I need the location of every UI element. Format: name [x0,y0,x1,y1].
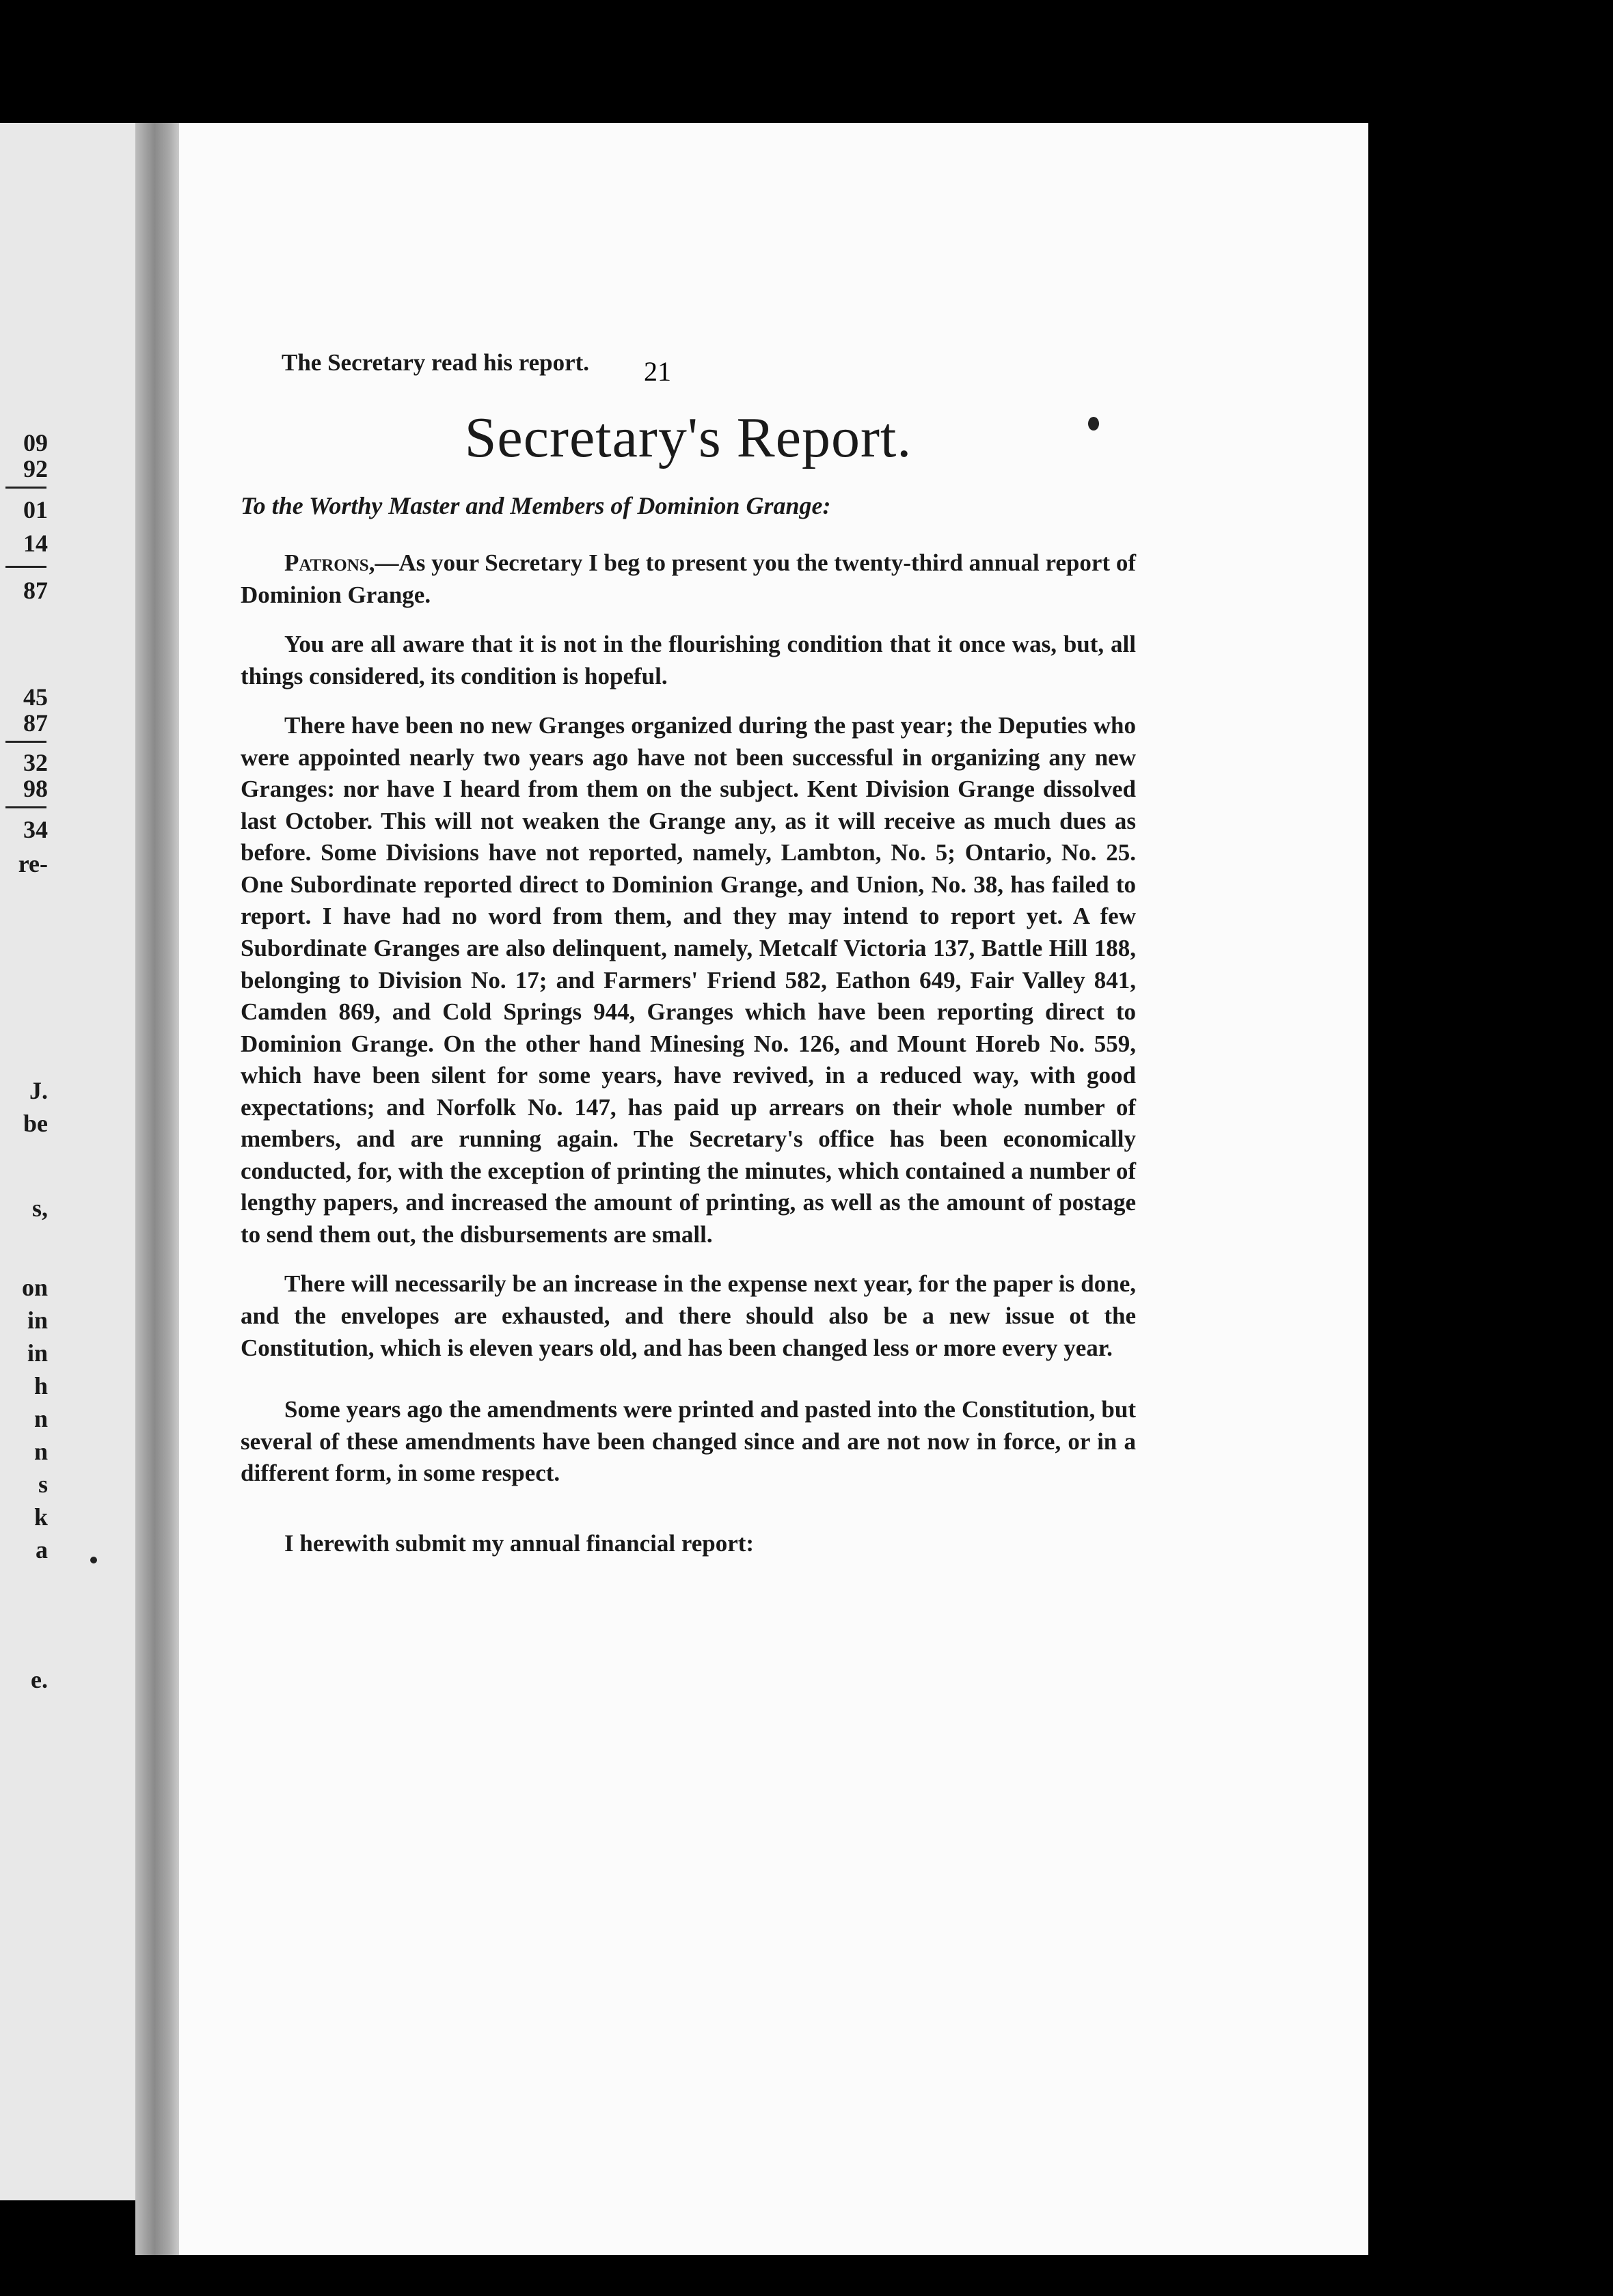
left-fragment-number: 98 [23,775,48,802]
patrons-label: Patrons, [284,549,375,576]
left-fragment-text: k [33,1503,48,1531]
left-fragment-text: h [33,1372,48,1399]
left-fragment-number: 87 [23,709,48,737]
left-fragment-number: 92 [23,455,48,482]
left-fragment-number: 14 [23,530,48,557]
page-number: 21 [644,356,671,387]
left-fragment-rule [5,566,46,568]
intro-line: The Secretary read his report. [282,349,590,376]
left-fragment-rule [5,741,46,743]
left-fragment-rule [5,487,46,489]
left-fragment-text: in [27,1307,48,1334]
page-content [241,348,1136,1577]
left-page-edge-text [0,123,144,2200]
left-fragment-text: n [33,1438,48,1465]
paragraph-opening-text: —As your Secretary I beg to present you the twenty-third annual report of Dominion Grange. [241,549,1136,608]
paragraph-condition: You are all aware that it is not in the flourishing condition that it once was, but, all things considered, its condition is hopeful. [241,631,1136,689]
paragraph-amendments: Some years ago the amendments were printed and pasted into the Constitution, but several of these amendments have been changed since and are not now in force, or in a different form, in some respect. [241,1396,1136,1487]
document-page [179,123,1368,2255]
book-gutter [135,123,183,2255]
left-fragment-number: 01 [23,496,48,523]
paragraph-expense: There will necessarily be an increase in the expense next year, for the paper is done, and the envelopes are exhausted, and there should also be a new issue ot the Constitution, which is eleven years old, and has been changed less or more every year. [241,1270,1136,1361]
left-fragment-text: n [33,1405,48,1432]
left-fragment-text: in [27,1339,48,1367]
salutation: To the Worthy Master and Members of Dominion Grange: [241,492,831,519]
report-title: Secretary's Report. [464,406,912,469]
left-fragment-text: s, [31,1194,48,1222]
left-fragment-number: 09 [23,429,48,456]
left-fragment-text: be [23,1110,48,1137]
left-fragment-number: 32 [23,749,48,776]
left-fragment-text: on [21,1274,48,1301]
left-fragment-text: s [38,1471,48,1498]
left-fragment-number: 45 [23,683,48,711]
left-fragment-rule [5,806,46,808]
left-fragment-text: re- [18,850,48,877]
left-fragment-number: 87 [23,577,48,604]
paragraph-financial-report: I herewith submit my annual financial report: [284,1529,755,1557]
left-fragment-text: a [36,1536,48,1563]
paragraph-opening [241,547,1136,611]
left-fragment-text: J. [29,1077,48,1104]
left-fragment-number: 34 [23,816,48,843]
left-fragment-text: e. [31,1666,48,1693]
paragraph-granges: There have been no new Granges organized during the past year; the Deputies who were appointed nearly two years ago have not been successful in organizing any new Granges: nor have I heard from them on the subject. Kent Division Grange dissolved last October. This will not weaken the Grange any, as it will receive as much dues as before. Some Divisions have not reported, namely, Lambton, No. 5; Ontario, No. 25. One Subordinate reported direct to Dominion Grange, and Union, No. 38, has failed to report. I have had no word from them, and they may intend to report yet. A few Subordinate Granges are also delinquent, namely, Metcalf Victoria 137, Battle Hill 188, belonging to Division No. 17; and Farmers' Friend 582, Eathon 649, Fair Valley 841, Camden 869, and Cold Springs 944, Granges which have been reporting direct to Dominion Grange. On the other hand Minesing No. 126, and Mount Horeb No. 559, which have been silent for some years, have revived, in a reduced way, with good expectations; and Norfolk No. 147, has paid up arrears on their whole number of members, and are running again. The Secretary's office has been economically conducted, for, with the exception of printing the minutes, which contained a number of lengthy papers, and increased the amount of printing, as well as the amount of postage to send them out, the disbursements are small. [241,712,1136,1248]
left-page-fragment [0,123,144,2200]
ink-speck [90,1557,97,1563]
